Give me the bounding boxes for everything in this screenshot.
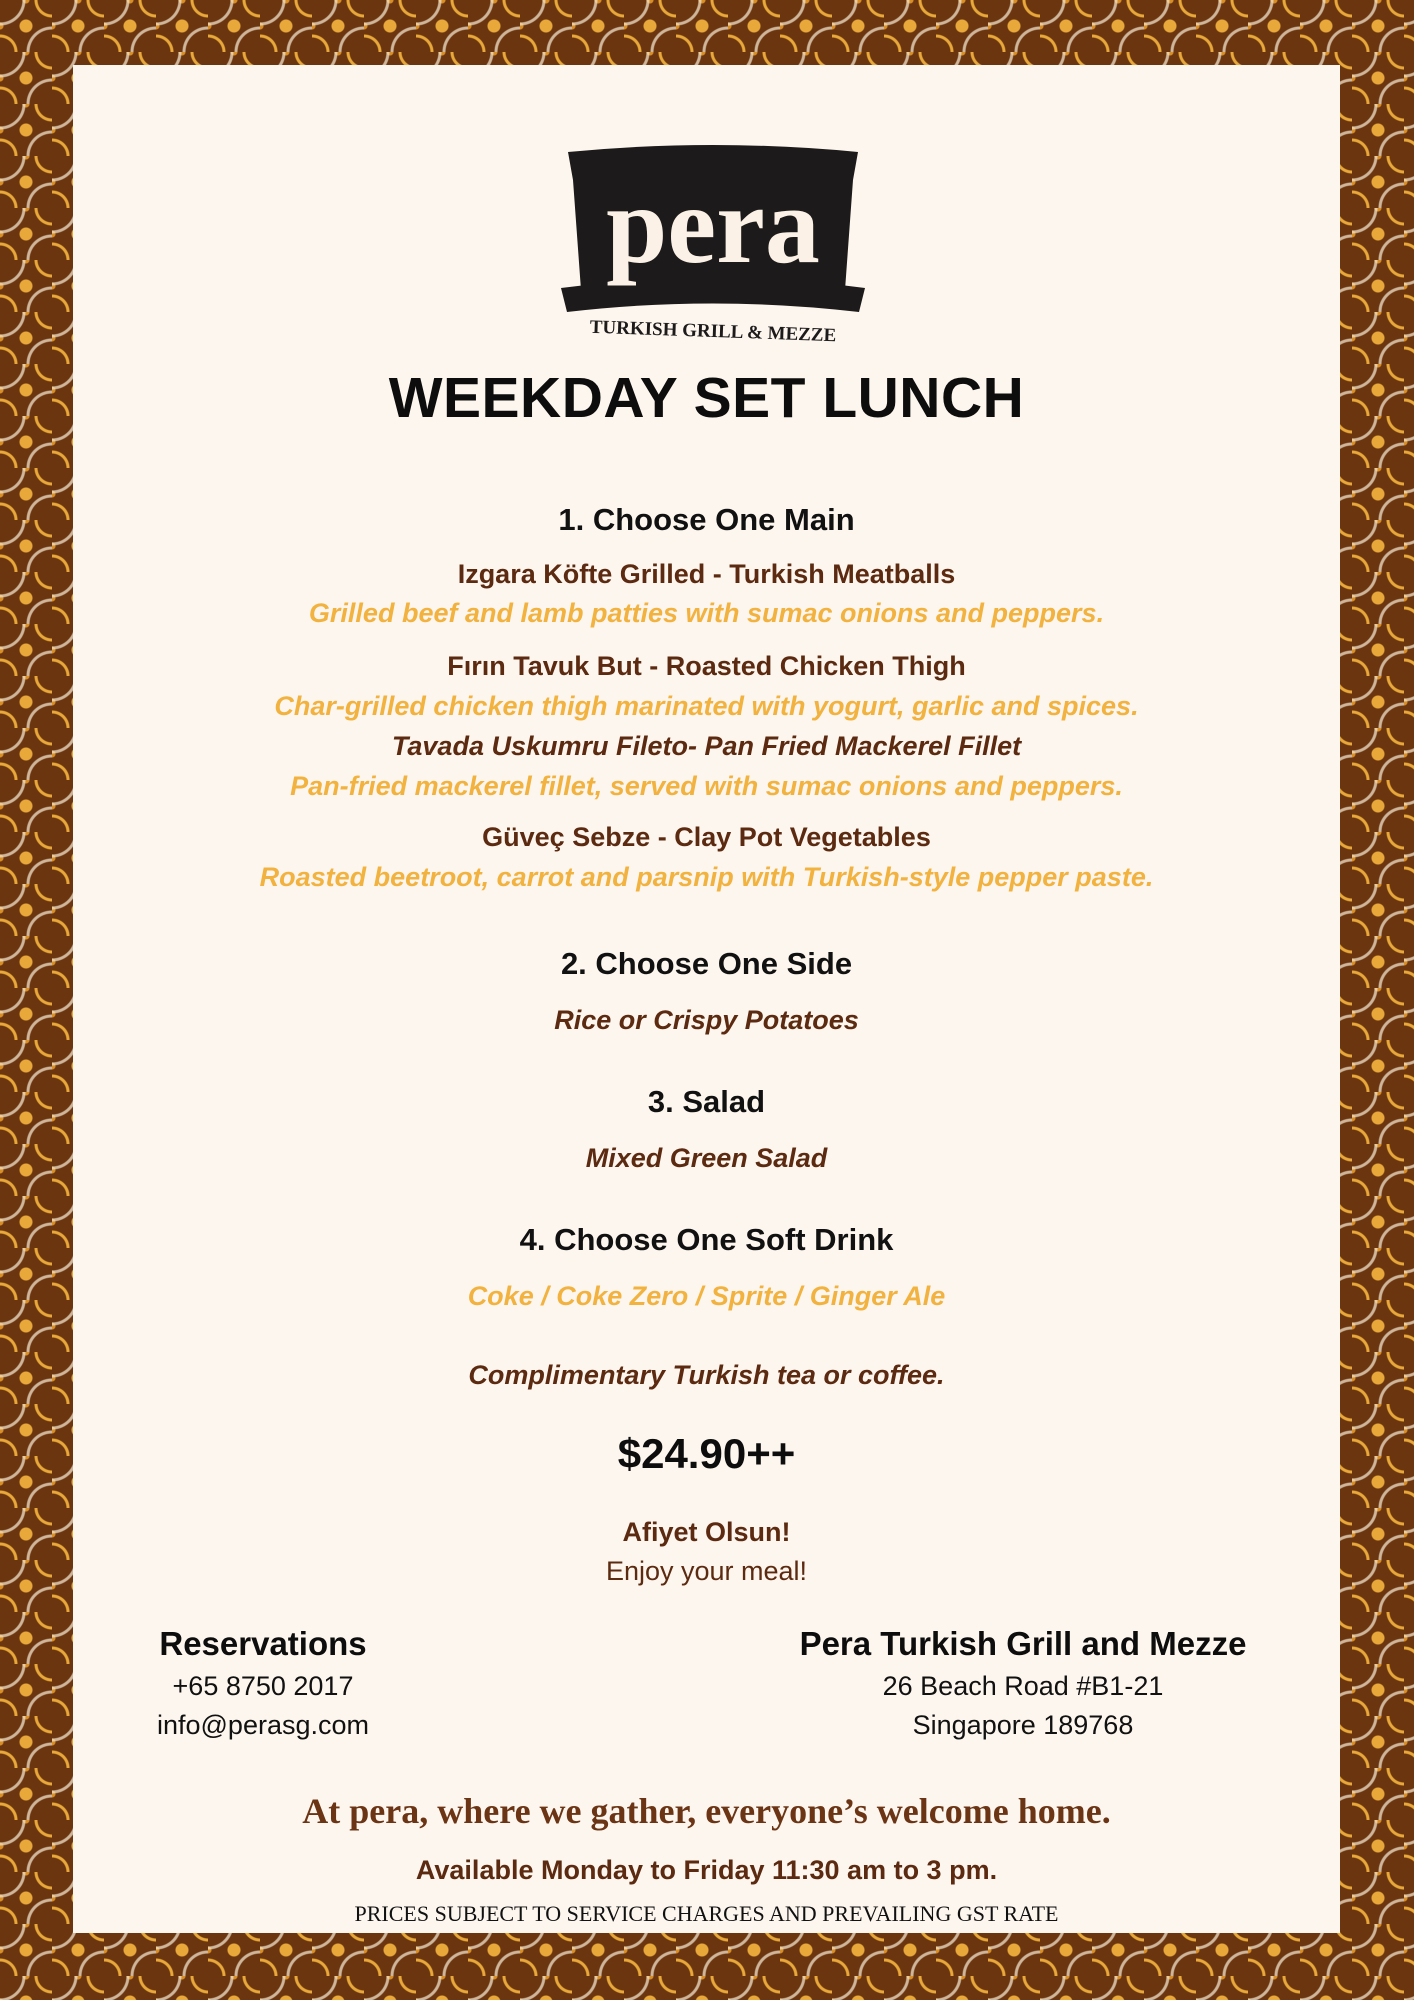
pera-logo-icon	[553, 140, 873, 347]
availability-note: Available Monday to Friday 11:30 am to 3 pm.	[415, 1855, 998, 1885]
reservations-heading: Reservations	[159, 1625, 367, 1662]
section-heading-side: 2. Choose One Side	[560, 946, 853, 981]
greeting-english: Enjoy your meal!	[605, 1556, 808, 1586]
dish-name: Güveç Sebze - Clay Pot Vegetables	[482, 822, 931, 852]
tagline: At pera, where we gather, everyone’s welcome home.	[302, 1791, 1111, 1831]
restaurant-name: Pera Turkish Grill and Mezze	[799, 1625, 1247, 1662]
email-address[interactable]: info@perasg.com	[156, 1710, 369, 1740]
set-price: $24.90++	[617, 1430, 796, 1477]
address-line-2: Singapore 189768	[912, 1710, 1134, 1740]
dish-name: Tavada Uskumru Fileto- Pan Fried Mackerel Fillet	[391, 731, 1022, 761]
dish-description: Pan-fried mackerel fillet, served with sumac onions and peppers.	[290, 771, 1123, 801]
address-block	[773, 1625, 1273, 1741]
menu-panel	[73, 65, 1340, 1933]
dish-description: Roasted beetroot, carrot and parsnip with Turkish-style pepper paste.	[259, 862, 1154, 892]
section-heading-salad: 3. Salad	[647, 1084, 766, 1119]
address-line-1: 26 Beach Road #B1-21	[882, 1671, 1164, 1701]
reservations-block	[113, 1625, 413, 1741]
salad-option: Mixed Green Salad	[585, 1143, 828, 1173]
phone-number[interactable]: +65 8750 2017	[172, 1671, 354, 1701]
page-title: WEEKDAY SET LUNCH	[388, 366, 1025, 430]
drink-options: Coke / Coke Zero / Sprite / Ginger Ale	[467, 1281, 946, 1311]
dish-description: Grilled beef and lamb patties with sumac onions and peppers.	[308, 598, 1105, 628]
price-disclaimer: PRICES SUBJECT TO SERVICE CHARGES AND PREVAILING GST RATE	[354, 1901, 1059, 1926]
logo-subtitle: TURKISH GRILL & MEZZE	[589, 316, 837, 347]
dish-name: Fırın Tavuk But - Roasted Chicken Thigh	[447, 651, 966, 681]
section-heading-drink: 4. Choose One Soft Drink	[519, 1222, 894, 1257]
greeting-turkish: Afiyet Olsun!	[622, 1517, 791, 1547]
svg-text:pera: pera	[606, 164, 820, 286]
side-options: Rice or Crispy Potatoes	[554, 1005, 859, 1035]
dish-name: Izgara Köfte Grilled - Turkish Meatballs	[457, 559, 956, 589]
section-heading-main: 1. Choose One Main	[558, 502, 855, 537]
dish-description: Char-grilled chicken thigh marinated with yogurt, garlic and spices.	[274, 691, 1139, 721]
complimentary-note: Complimentary Turkish tea or coffee.	[468, 1360, 945, 1390]
